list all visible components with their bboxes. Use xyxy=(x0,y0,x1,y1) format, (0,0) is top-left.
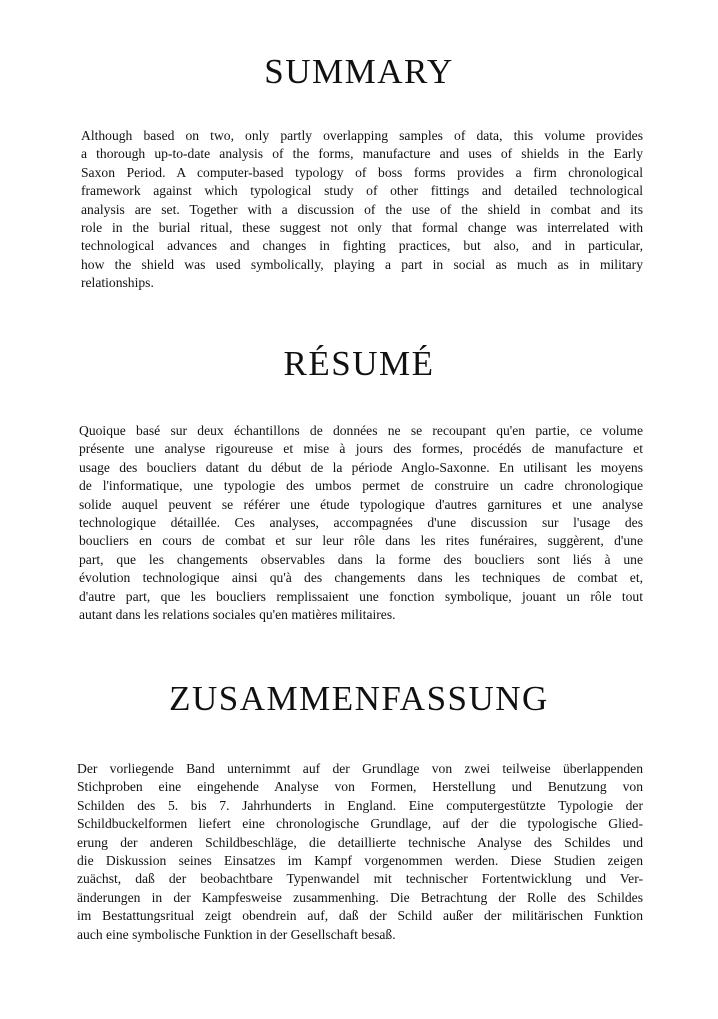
resume-line: présente une analyse rigoureuse et mise à jours des formes, procédés de manufacture et xyxy=(79,441,643,457)
summary-line: technological advances and changes in fighting practices, but also, and in particular, xyxy=(81,238,643,254)
zusammenfassung-line: zuächst, daß der beobachtbare Typenwandel mit technischer Fortentwicklung und Ver- xyxy=(77,871,643,887)
zusammenfassung-line: die Diskussion seines Einsatzes im Kampf vorgenommen werden. Diese Studien zeigen xyxy=(77,853,643,869)
resume-line: autant dans les relations sociales qu'en matières militaires. xyxy=(79,607,396,623)
resume-heading: RÉSUMÉ xyxy=(283,344,435,383)
zusammenfassung-line: Stichproben eine eingehende Analyse von Formen, Herstellung und Benutzung von xyxy=(77,779,643,795)
resume-line: usage des boucliers datant du début de la période Anglo-Saxonne. En utilisant les moyens xyxy=(79,459,643,475)
resume-line: Quoique basé sur deux échantillons de données ne se recoupant qu'en partie, ce volume xyxy=(79,423,643,438)
zusammenfassung-line: im Bestattungsritual zeigt obendrein auf, daß der Schild außer der militärischen Funktion xyxy=(77,908,643,924)
resume-line: solide auquel peuvent se référer une étude typologique d'autres garnitures et une analyse xyxy=(79,496,643,512)
resume-line: évolution technologique ainsi qu'à des changements dans les techniques de combat et, xyxy=(79,570,643,586)
resume-line: de l'informatique, une typologie des umbos permet de construire un cadre chronologique xyxy=(79,478,643,494)
resume-line: technologique détaillée. Ces analyses, accompagnées d'une discussion sur l'usage des xyxy=(79,515,643,531)
summary-line: a thorough up-to-date analysis of the forms, manufacture and uses of shields in the Early xyxy=(81,146,643,162)
resume-paragraph xyxy=(79,422,643,624)
resume-line: part, que les changements observables dans la forme des boucliers sont liés à une xyxy=(79,551,643,567)
summary-line: framework against which typological study of other fittings and detailed technological xyxy=(81,183,643,199)
summary-line: how the shield was used symbolically, playing a part in social as much as in military xyxy=(81,256,643,272)
zusammenfassung-line: Schildbuckelformen liefert eine chronologische Grundlage, auf der die typologische Glied- xyxy=(77,816,643,832)
summary-paragraph xyxy=(81,127,643,293)
zusammenfassung-line: änderungen in der Kampfesweise zusammenhing. Die Betrachtung der Rolle des Schildes xyxy=(77,889,643,905)
summary-heading: SUMMARY xyxy=(264,52,454,91)
summary-line: analysis are set. Together with a discussion of the use of the shield in combat and its xyxy=(81,201,643,217)
zusammenfassung-line: erung der anderen Schildbeschläge, die detaillierte technische Analyse des Schildes und xyxy=(77,834,643,850)
zusammenfassung-heading: ZUSAMMENFASSUNG xyxy=(169,679,549,718)
zusammenfassung-line: Der vorliegende Band unternimmt auf der Grundlage von zwei teilweise überlappenden xyxy=(77,761,643,776)
summary-line: Saxon Period. A computer-based typology of boss forms provides a firm chronological xyxy=(81,164,643,180)
summary-line: Although based on two, only partly overlapping samples of data, this volume provides xyxy=(81,128,643,143)
zusammenfassung-line: auch eine symbolische Funktion in der Gesellschaft besaß. xyxy=(77,926,396,942)
zusammenfassung-line: Schilden des 5. bis 7. Jahrhunderts in England. Eine computergestützte Typologie der xyxy=(77,797,643,813)
resume-line: d'autre part, que les boucliers remplissaient une fonction symbolique, jouant un rôle tout xyxy=(79,588,643,604)
summary-line: role in the burial ritual, these suggest not only that formal change was interrelated with xyxy=(81,220,643,236)
resume-line: boucliers en cours de combat et sur leur rôle dans les rites funéraires, suggèrent, d'une xyxy=(79,533,643,549)
zusammenfassung-paragraph xyxy=(77,760,643,944)
summary-line: relationships. xyxy=(81,275,154,291)
